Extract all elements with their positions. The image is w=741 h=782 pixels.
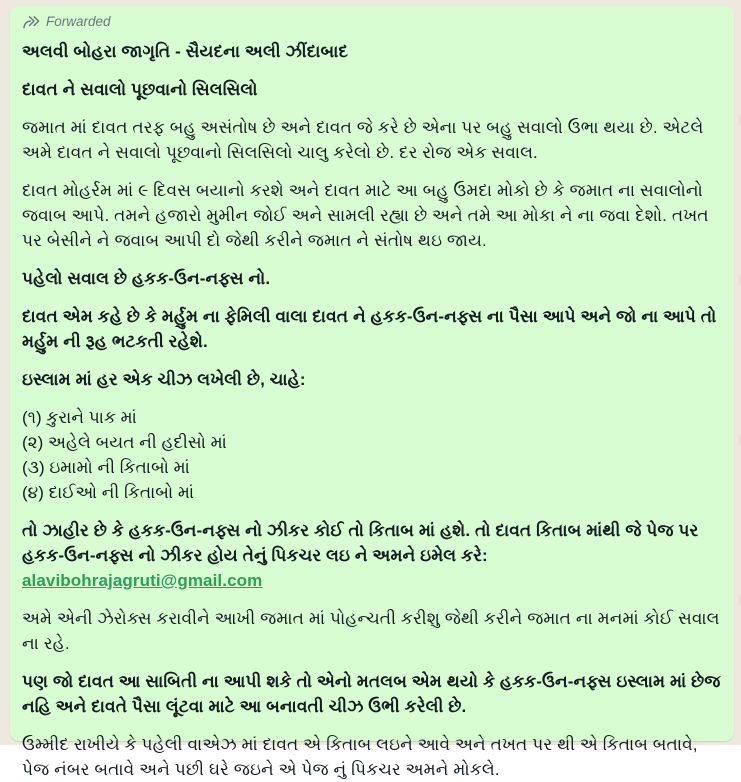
forward-arrow-icon — [22, 15, 41, 29]
list-item-imam-books: (૩) ઇમામો ની કિતાબો માં — [22, 458, 190, 477]
heading-islam-sources: ઇસ્લામ માં હર એક ચીઝ લખેલી છે, ચાહે: — [22, 370, 306, 389]
paragraph-intro: જમાત માં દાવત તરફ બહુ અસંતોષ છે અને દાવત જે કરે છે એના પર બહુ સવાલો ઉભા થયા છે. એટલે અમે દાવત ને સવાલો પૂછવાનો સિલસિલો ચાલુ કરેલો છે. દર રોજ એક સવાલ. — [22, 118, 704, 162]
paragraph-xerox: અમે એની ઝેરોક્સ કરાવીને આખી જમાત માં પોહન્ચતી કરીશુ જેથી કરીને જમાત ના મનમાં કોઈ સવાલ ના રહે. — [22, 609, 720, 653]
sources-list — [22, 405, 721, 505]
forwarded-label: Forwarded — [46, 14, 111, 29]
paragraph-zahir-text: તો ઝાહીર છે કે હકક-ઉન-નફ્સ નો ઝીકર કોઈ તો કિતાબ માં હશે. તો દાવત કિતાબ માંથી જે પેજ પર હકક-ઉન-નફ્સ નો ઝીકર હોય તેનું પિકચર લઇ ને અમને ઇમેલ કરે: — [22, 521, 699, 565]
message-subtitle: દાવત ને સવાલો પૂછવાનો સિલસિલો — [22, 80, 258, 99]
message-bubble — [10, 6, 734, 779]
heading-first-question: પહેલો સવાલ છે હકક-ઉન-નફ્સ નો. — [22, 269, 271, 288]
list-item-quran: (૧) કુરાને પાક માં — [22, 408, 137, 427]
message-title: અલવી બોહરા જાગૃતિ - સૈયદના અલી ઝીંદાબાદ — [22, 42, 349, 61]
paragraph-dawat-claim: દાવત એમ કહે છે કે મર્હુમ ના ફેમિલી વાલા દાવત ને હકક-ઉન-નફ્સ ના પૈસા આપે અને જો ના આપે તો મર્હુમ ની રૂહ ભટકતી રહેશે. — [22, 307, 717, 351]
paragraph-zahir — [22, 518, 721, 593]
email-link[interactable]: alavibohrajagruti@gmail.com — [22, 571, 263, 590]
list-item-hadith: (૨) અહેલે બયત ની હદીસો માં — [22, 433, 227, 452]
list-item-dai-books: (૪) દાઈઓ ની કિતાબો માં — [22, 483, 195, 502]
forwarded-row — [22, 13, 721, 31]
paragraph-but-no-proof: પણ જો દાવત આ સાબિતી ના આપી શકે તો એનો મતલબ એમ થયો કે હકક-ઉન-નફ્સ ઇસ્લામ માં છેજ નહિ અને દાવતે પૈસા લૂંટવા માટે આ બનાવતી ચીઝ ઉભી કરેલી છે. — [22, 672, 721, 716]
paragraph-hope: ઉમ્મીદ રાખીયે કે પહેલી વાએઝ માં દાવત એ કિતાબ લઇને આવે અને તખત પર થી એ કિતાબ બતાવે, પેજ નંબર બતાવે અને પછી ઘરે જઇને એ પેજ નું પિકચર અમને મોકલે. — [22, 735, 698, 779]
paragraph-moharram: દાવત મોહર્રમ માં ૯ દિવસ બયાનો કરશે અને દાવત માટે આ બહુ ઉમદા મોકો છે કે જમાત ના સવાલોનો જવાબ આપે. તમને હજારો મુમીન જોઈ અને સામલી રહ્યા છે અને તમે આ મોકા ને ના જવા દેશો. તખત પર બેસીને ને જવાબ આપી દો જેથી કરીને જમાત ને સંતોષ થઇ જાય. — [22, 181, 709, 250]
